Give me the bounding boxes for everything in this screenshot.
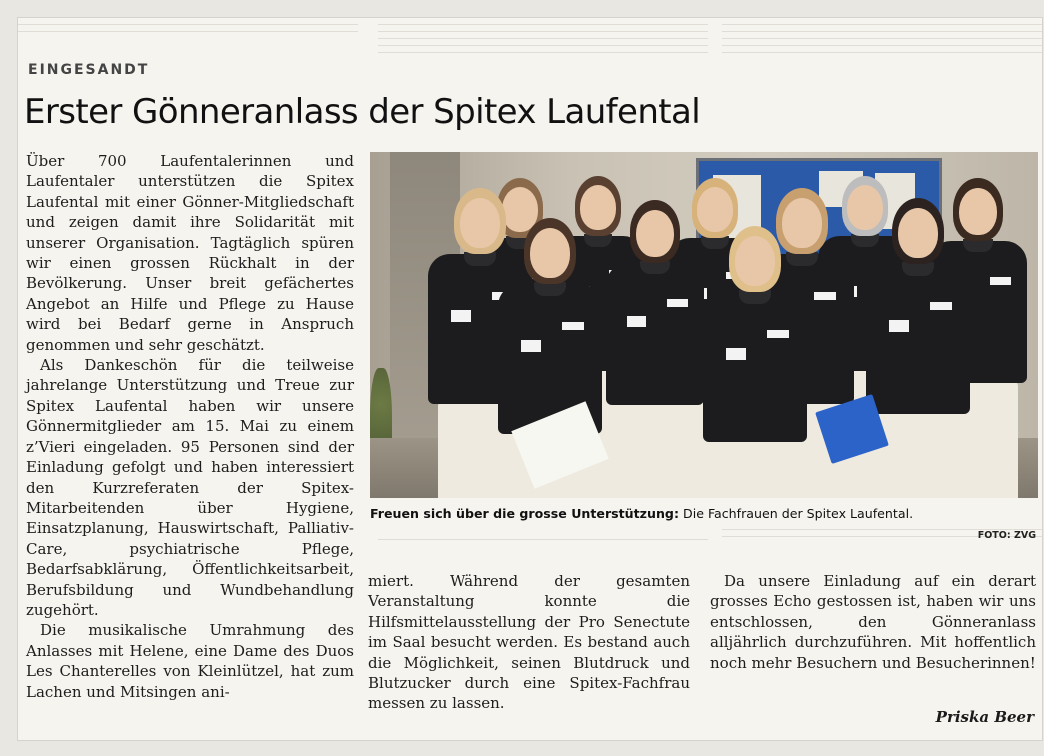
paragraph: Da unsere Einladung auf ein derart grosses Echo gestossen ist, haben wir uns entschlossen, den Gönneranlass alljährlich durchzuführen. Mit hoffentlich noch mehr Besuchern und Besucherinnen! (710, 572, 1036, 672)
article-kicker: EINGESANDT (28, 62, 150, 78)
paragraph: Über 700 Laufentalerinnen und Laufentaler unterstützen die Spitex Laufental mit einer Gönner-Mitgliedschaft und zeigen damit ihre Solidarität mit unserer Organisation. Tagtäglich spüren wir einen grossen Rückhalt in der Bevölkerung. Unser breit gefächertes Angebot an Hilfe und Pflege zu Hause wird bei Bedarf gerne in Anspruch genommen und sehr geschätzt. (26, 152, 354, 354)
paragraph: Die musikalische Umrahmung des Anlasses mit Helene, eine Dame des Duos Les Chanterelles von Kleinlützel, hat zum Lachen und Mitsingen ani- (26, 621, 354, 701)
bleed-through-text (18, 18, 358, 58)
bleed-through-text (378, 533, 708, 573)
bleed-through-text (722, 18, 1042, 148)
article-author: Priska Beer (935, 708, 1034, 726)
article-column-1 (26, 151, 354, 702)
article-column-2 (368, 571, 690, 714)
caption-text: Die Fachfrauen der Spitex Laufental. (683, 506, 914, 521)
caption-lead: Freuen sich über die grosse Unterstützung: (370, 506, 679, 521)
article-column-3 (710, 571, 1036, 673)
paragraph: Als Dankeschön für die teilweise jahrelange Unterstützung und Treue zur Spitex Laufental haben wir unsere Gönnermitglieder am 15. Mai zu einem z’Vieri eingeladen. 95 Personen sind der Einladung gefolgt und haben interessiert den Kurzreferaten der Spitex-Mitarbeitenden über Hygiene, Einsatzplanung, Hauswirtschaft, Palliativ-Care, psychiatrische Pflege, Bedarfsabklärung, Öffentlichkeitsarbeit, Berufsbildung und Wundbehandlung zugehört. (26, 356, 354, 619)
photo-credit: FOTO: ZVG (977, 530, 1036, 541)
photo-caption (370, 506, 1038, 521)
paragraph: miert. Während der gesamten Veranstaltung konnte die Hilfsmittelausstellung der Pro Senectute im Saal besucht werden. Es bestand auch die Möglichkeit, seinen Blutdruck und Blutzucker durch eine Spitex-Fachfrau messen zu lassen. (368, 572, 690, 713)
article-headline: Erster Gönneranlass der Spitex Laufental (24, 92, 701, 132)
group-photo (370, 152, 1038, 498)
newspaper-clipping (18, 18, 1042, 740)
